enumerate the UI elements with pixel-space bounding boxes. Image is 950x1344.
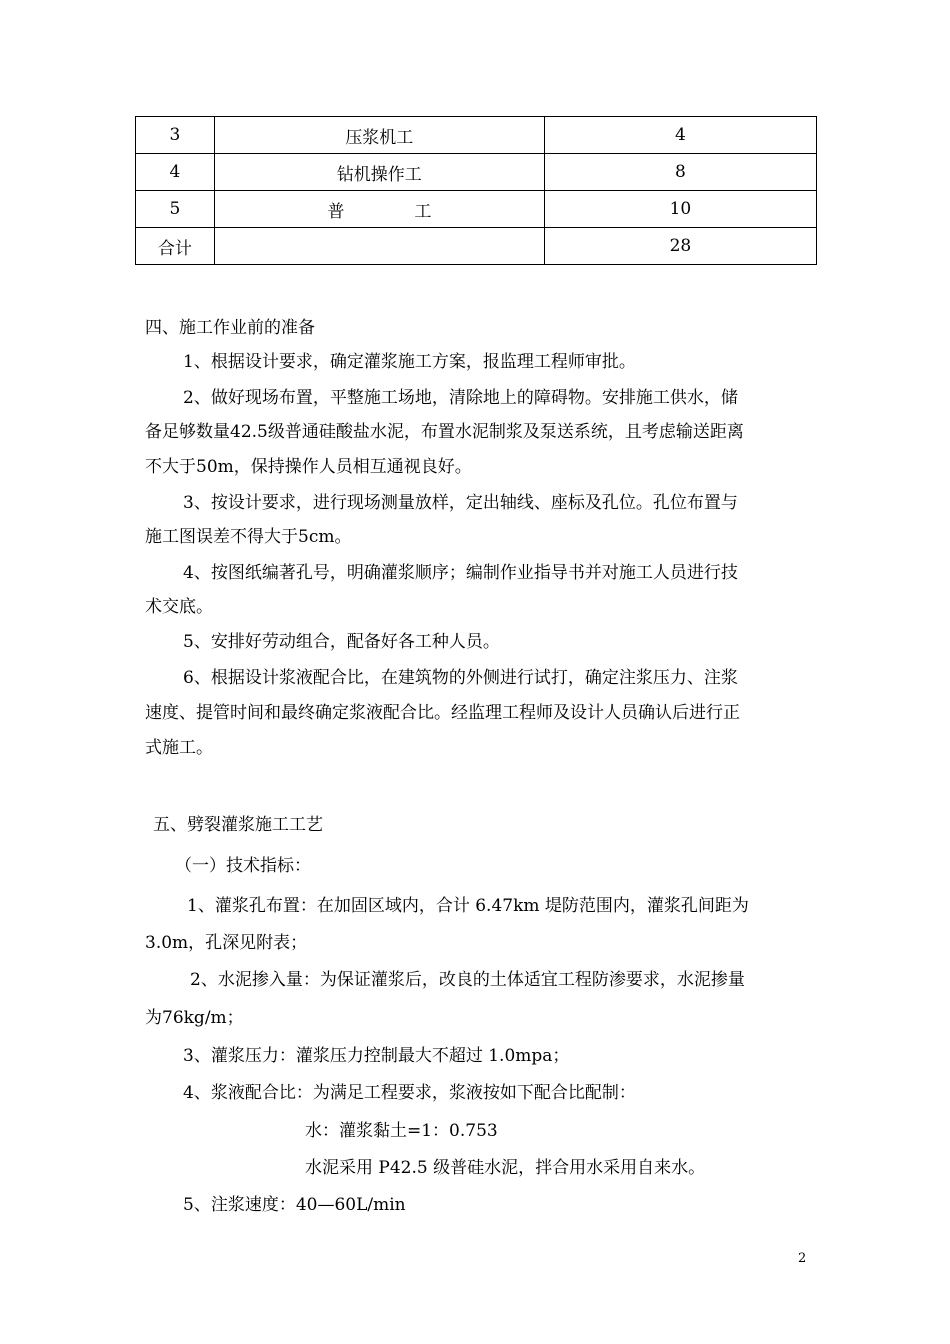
section-heading: 五、劈裂灌浆施工工艺 [153, 815, 323, 835]
table-cell-total-label: 合计 [136, 228, 215, 265]
paragraph-line: 式施工。 [145, 738, 213, 758]
table-row-total [136, 228, 817, 265]
section-heading: 四、施工作业前的准备 [145, 318, 315, 338]
paragraph-line: 3、按设计要求，进行现场测量放样，定出轴线、座标及孔位。孔位布置与 [183, 493, 738, 513]
paragraph-line: 1、根据设计要求，确定灌浆施工方案，报监理工程师审批。 [183, 352, 636, 372]
paragraph-line: 不大于50m，保持操作人员相互通视良好。 [145, 457, 472, 477]
table-cell-no: 4 [136, 154, 215, 191]
table-row [136, 117, 817, 154]
paragraph-line: 术交底。 [145, 597, 213, 617]
paragraph-line: 1、灌浆孔布置：在加固区域内，合计 6.47km 堤防范围内，灌浆孔间距为 [187, 896, 749, 916]
paragraph-line: 备足够数量42.5级普通硅酸盐水泥，布置水泥制浆及泵送系统，且考虑输送距离 [145, 422, 744, 442]
paragraph-line: 6、根据设计浆液配合比，在建筑物的外侧进行试打，确定注浆压力、注浆 [183, 668, 738, 688]
paragraph-line: 3、灌浆压力：灌浆压力控制最大不超过 1.0mpa； [183, 1046, 570, 1066]
paragraph-line: 4、浆液配合比：为满足工程要求，浆液按如下配合比配制： [183, 1083, 636, 1103]
table-row [136, 154, 817, 191]
paragraph-line: 为76kg/m； [145, 1008, 244, 1028]
table-cell-role [214, 228, 544, 265]
table-cell-no: 5 [136, 191, 215, 228]
formula-line: 水：灌浆黏土=1：0.753 [305, 1121, 498, 1141]
paragraph-line: 2、水泥掺入量：为保证灌浆后，改良的土体适宜工程防渗要求，水泥掺量 [190, 970, 745, 990]
page-number: 2 [798, 1251, 807, 1266]
table-cell-total-count: 28 [544, 228, 816, 265]
staff-table [135, 116, 817, 265]
paragraph-line: 4、按图纸编著孔号，明确灌浆顺序；编制作业指导书并对施工人员进行技 [183, 563, 738, 583]
table-cell-no: 3 [136, 117, 215, 154]
paragraph-line: 2、做好现场布置，平整施工场地，清除地上的障碍物。安排施工供水，储 [183, 388, 738, 408]
table-cell-count: 4 [544, 117, 816, 154]
paragraph-line: 水泥采用 P42.5 级普硅水泥，拌合用水采用自来水。 [305, 1158, 706, 1178]
role-char-b: 工 [414, 201, 432, 222]
table-cell-count: 10 [544, 191, 816, 228]
paragraph-line: 速度、提管时间和最终确定浆液配合比。经监理工程师及设计人员确认后进行正 [145, 703, 740, 723]
paragraph-line: 施工图误差不得大于5cm。 [145, 527, 352, 547]
role-char-a: 普 [327, 201, 345, 222]
paragraph-line: 3.0m，孔深见附表； [145, 933, 308, 953]
table-cell-role [214, 191, 544, 228]
table-cell-role: 压浆机工 [214, 117, 544, 154]
table-row [136, 191, 817, 228]
table-cell-role: 钻机操作工 [214, 154, 544, 191]
subsection-heading: （一）技术指标： [175, 856, 311, 876]
paragraph-line: 5、安排好劳动组合，配备好各工种人员。 [183, 632, 500, 652]
table-cell-count: 8 [544, 154, 816, 191]
paragraph-line: 5、注浆速度：40—60L/min [183, 1195, 406, 1215]
